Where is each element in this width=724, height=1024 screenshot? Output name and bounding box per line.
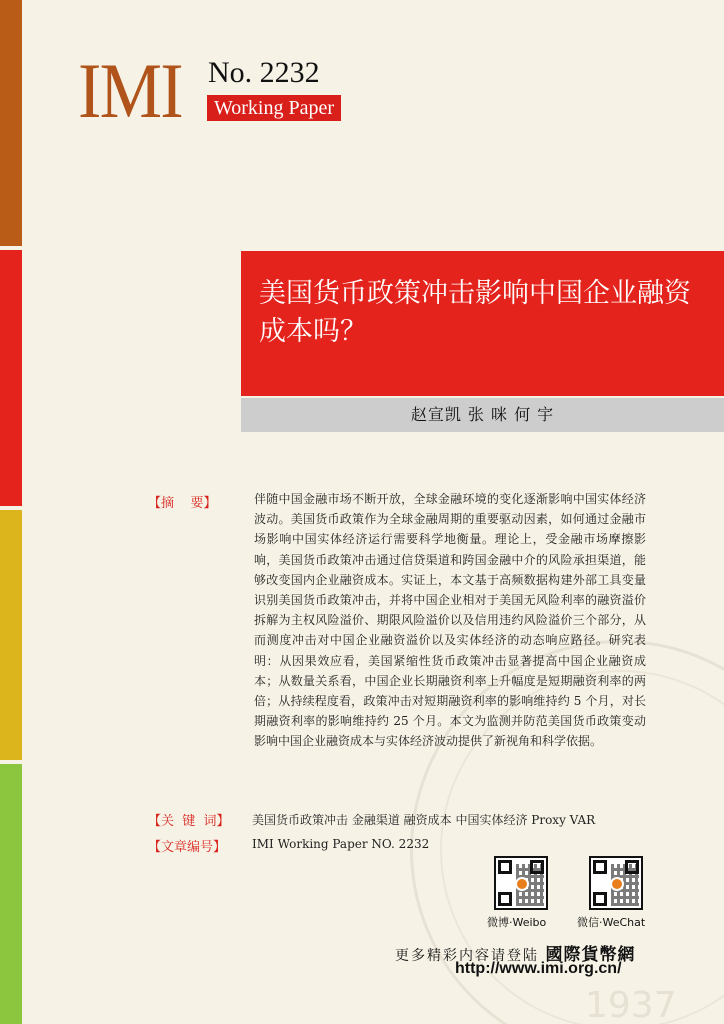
paper-number-value: IMI Working Paper NO. 2232	[252, 837, 430, 851]
keywords-label: 【关 键 词】	[148, 814, 230, 829]
weibo-qr-code-icon[interactable]	[494, 856, 548, 910]
wechat-qr-label: 微信·WeChat	[577, 916, 646, 929]
paper-number-label: 【文章编号】	[148, 840, 227, 855]
more-info-prompt: 更多精彩内容请登陆	[395, 948, 539, 964]
paper-title: 美国货币政策冲击影响中国企业融资成本吗？	[241, 251, 724, 396]
working-paper-label: Working Paper	[207, 95, 341, 121]
abstract-label: 【摘 要】	[148, 496, 217, 511]
abstract-text: 伴随中国金融市场不断开放，全球金融环境的变化逐渐影响中国实体经济波动。美国货币政策作为全球金融周期的重要驱动因素，如何通过金融市场影响中国实体经济运行需要科学地衡量。理论上，受金融市场摩擦影响，美国货币政策冲击通过信贷渠道和跨国金融中介的风险承担渠道，能够改变国内企业融资成本。实证上，本文基于高频数据构建外部工具变量识别美国货币政策冲击，并将中国企业相对于美国无风险利率的融资溢价拆解为主权风险溢价、期限风险溢价以及信用违约风险溢价三个部分，从而测度冲击对中国企业融资溢价以及实体经济的动态响应路径。研究表明：从因果效应看，美国紧缩性货币政策冲击显著提高中国企业融资成本；从数量关系看，中国企业长期融资利率上升幅度是短期融资利率的两倍；从持续程度看，政策冲击对短期融资利率的影响维持约 5 个月，对长期融资利率的影响维持约 25 个月。本文为监测并防范美国货币政策变动影响中国企业融资成本与实体经济波动提供了新视角和科学依据。	[254, 492, 646, 749]
side-bar-green	[0, 764, 22, 1024]
authors: 赵宣凯 张 咪 何 宇	[241, 398, 724, 432]
website-link[interactable]: http://www.imi.org.cn/	[455, 960, 622, 977]
weibo-qr-label: 微博·Weibo	[487, 916, 547, 929]
imi-logo: IMI	[78, 47, 182, 134]
side-bar-brown	[0, 0, 22, 246]
keywords-value: 美国货币政策冲击 金融渠道 融资成本 中国实体经济 Proxy VAR	[252, 813, 596, 827]
wechat-qr-code-icon[interactable]	[589, 856, 643, 910]
side-bar-red	[0, 250, 22, 506]
imi-brand-name: 國際貨幣網	[545, 945, 636, 965]
paper-number: No. 2232	[208, 56, 320, 89]
watermark-year: 1937	[585, 985, 677, 1024]
side-bar-yellow	[0, 510, 22, 760]
